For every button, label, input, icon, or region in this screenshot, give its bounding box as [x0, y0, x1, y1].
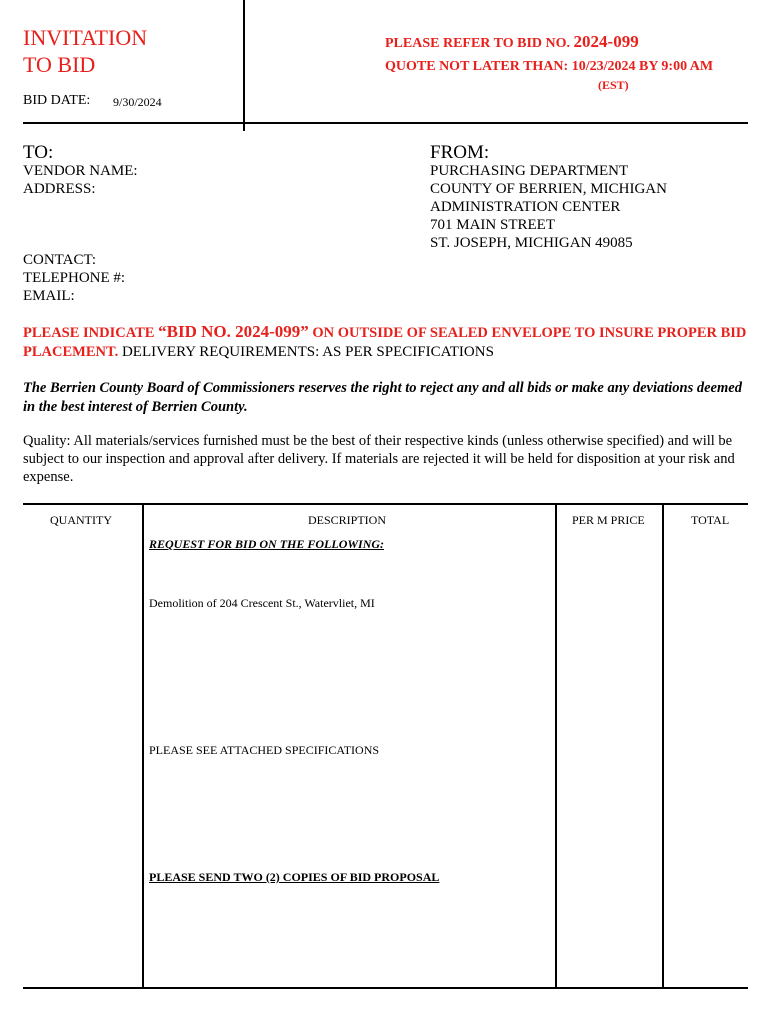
from-line: PURCHASING DEPARTMENT — [430, 163, 629, 179]
to-heading: TO: — [23, 142, 54, 163]
bid-date-value: 9/30/2024 — [113, 95, 162, 109]
table-top-border — [23, 503, 748, 505]
specifications-note: PLEASE SEE ATTACHED SPECIFICATIONS — [149, 743, 380, 757]
bid-number: 2024-099 — [573, 32, 639, 51]
from-heading: FROM: — [430, 142, 490, 163]
contact-block — [23, 251, 125, 305]
notice-bid-ref: “BID NO. 2024-099” — [158, 322, 309, 341]
column-header-total: TOTAL — [691, 513, 730, 527]
table-column-divider — [142, 503, 144, 988]
title-line-1: INVITATION — [23, 25, 148, 50]
table-column-divider — [662, 503, 664, 988]
notice-part-1: PLEASE INDICATE — [23, 325, 159, 341]
column-header-quantity: QUANTITY — [50, 513, 112, 527]
board-statement: The Berrien County Board of Commissioners reserves the right to reject any and all bids or make any deviations deemed in the best interest of Berrien County. — [23, 380, 742, 415]
title-line-2: TO BID — [23, 52, 96, 77]
from-line: ST. JOSEPH, MICHIGAN 49085 — [430, 235, 633, 251]
from-line: COUNTY OF BERRIEN, MICHIGAN — [430, 181, 667, 197]
column-header-description: DESCRIPTION — [308, 513, 387, 527]
delivery-requirements: DELIVERY REQUIREMENTS: AS PER SPECIFICATIONS — [118, 344, 494, 360]
timezone-label: (EST) — [598, 78, 629, 92]
vendor-block — [23, 162, 138, 198]
from-address-block — [430, 162, 667, 252]
table-bottom-border — [23, 987, 748, 989]
vendor-name-label: VENDOR NAME: — [23, 163, 138, 179]
notice-part-2: ON OUTSIDE OF SEALED ENVELOPE TO INSURE PROPER BID PLACEMENT. — [23, 325, 747, 360]
copies-note: PLEASE SEND TWO (2) COPIES OF BID PROPOSAL — [149, 870, 440, 884]
from-line: ADMINISTRATION CENTER — [430, 199, 621, 215]
contact-label: CONTACT: — [23, 252, 97, 268]
table-column-divider — [555, 503, 557, 988]
column-header-price: PER M PRICE — [572, 513, 645, 527]
document-title — [23, 24, 147, 78]
address-label: ADDRESS: — [23, 181, 96, 197]
quality-statement: Quality: All materials/services furnished must be the best of their respective kinds (unless otherwise specified) and will be subject to our inspection and approval after delivery. If materials are rejected it will be held for disposition at your risk and expense. — [23, 433, 735, 485]
header-divider-horizontal — [23, 122, 748, 124]
request-heading: REQUEST FOR BID ON THE FOLLOWING: — [149, 537, 385, 551]
bid-date-label: BID DATE: — [23, 93, 91, 108]
header-divider-vertical — [243, 0, 245, 131]
bid-reference-label: PLEASE REFER TO BID NO. — [385, 36, 571, 51]
from-line: 701 MAIN STREET — [430, 217, 555, 233]
telephone-label: TELEPHONE #: — [23, 270, 126, 286]
bid-reference — [385, 32, 639, 52]
envelope-notice — [23, 322, 753, 362]
quote-deadline: QUOTE NOT LATER THAN: 10/23/2024 BY 9:00 AM — [385, 59, 714, 74]
email-label: EMAIL: — [23, 288, 75, 304]
line-item-description: Demolition of 204 Crescent St., Watervliet, MI — [149, 596, 375, 610]
